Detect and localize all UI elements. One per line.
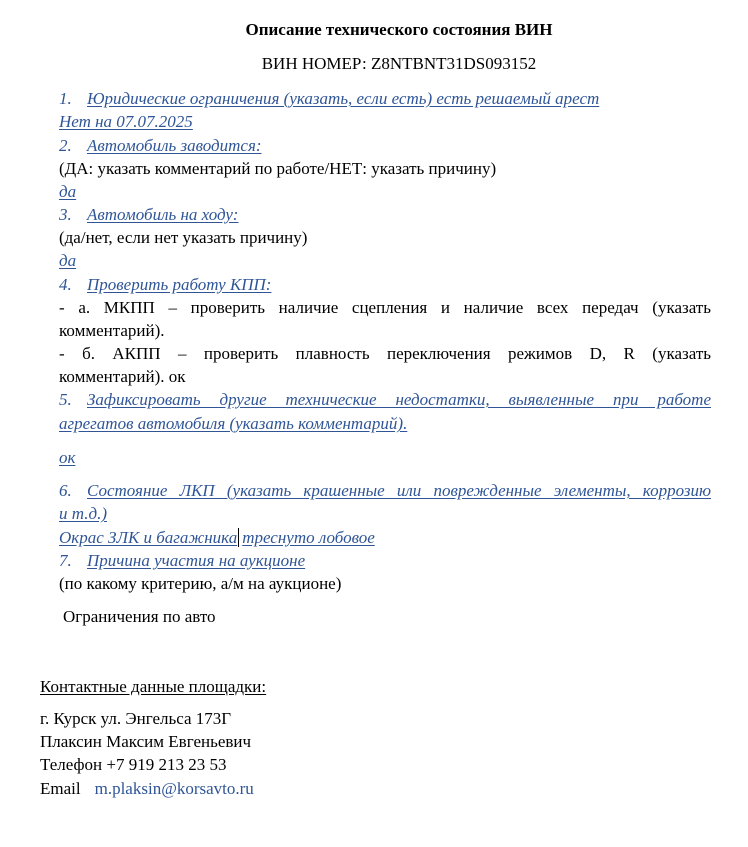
item-6-heading-text-1: Состояние ЛКП (указать крашенные или поврежденные элементы, коррозию (87, 481, 711, 500)
item-3-heading-text: Автомобиль на ходу: (87, 205, 239, 224)
contacts-heading: Контактные данные площадки: (40, 677, 267, 696)
item-6-answer[interactable] (59, 526, 711, 549)
item-1-answer: Нет на 07.07.2025 (59, 112, 193, 131)
vin-number: ВИН НОМЕР: Z8NTBNT31DS093152 (261, 54, 537, 73)
item-5-answer: ок (59, 448, 76, 467)
item-6-number: 6. (59, 481, 72, 500)
item-6-answer-part-2: треснуто лобовое (242, 528, 375, 547)
item-2-hint: (ДА: указать комментарий по работе/НЕТ: указать причину) (59, 159, 497, 178)
item-7-number: 7. (59, 551, 72, 570)
item-6-heading-line-2: и т.д.) (59, 504, 107, 523)
item-4-number: 4. (59, 275, 72, 294)
item-7-answer: Ограничения по авто (63, 607, 216, 626)
item-5-heading-line-1 (59, 388, 711, 411)
contacts-email-row (40, 777, 254, 800)
item-5-number: 5. (59, 390, 72, 409)
item-1-heading (59, 87, 711, 110)
item-2-number: 2. (59, 136, 72, 155)
item-3-number: 3. (59, 205, 72, 224)
item-7-hint: (по какому критерию, а/м на аукционе) (59, 574, 342, 593)
item-4-auto-line-2: комментарий). ок (59, 367, 186, 386)
contacts-email-label: Email (40, 779, 81, 798)
item-4-heading (59, 273, 711, 296)
document-title: Описание технического состояния ВИН (245, 20, 553, 39)
contacts-phone: Телефон +7 919 213 23 53 (40, 755, 227, 774)
item-2-heading-text: Автомобиль заводится: (87, 136, 262, 155)
item-7-heading-text: Причина участия на аукционе (87, 551, 306, 570)
item-7-heading (59, 549, 711, 572)
item-5-heading-line-2: агрегатов автомобиля (указать комментарий). (59, 414, 408, 433)
contacts-person: Плаксин Максим Евгеньевич (40, 732, 252, 751)
item-2-answer: да (59, 182, 77, 201)
item-4-manual-line-2: комментарий). (59, 321, 165, 340)
item-6-answer-part-1: Окрас ЗЛК и багажника (59, 528, 238, 547)
item-3-heading (59, 203, 711, 226)
item-6-heading-line-1 (59, 479, 711, 502)
item-3-hint: (да/нет, если нет указать причину) (59, 228, 308, 247)
item-1-number: 1. (59, 89, 72, 108)
item-4-auto-line-1: - б. АКПП – проверить плавность переключения режимов D, R (указать (59, 344, 711, 363)
item-3-answer: да (59, 251, 77, 270)
item-2-heading (59, 134, 711, 157)
item-4-manual-line-1: - а. МКПП – проверить наличие сцепления и наличие всех передач (указать (59, 298, 711, 317)
item-1-heading-text: Юридические ограничения (указать, если есть) есть решаемый арест (87, 89, 600, 108)
contacts-email-link[interactable]: m.plaksin@korsavto.ru (94, 779, 254, 798)
item-5-heading-text-1: Зафиксировать другие технические недостатки, выявленные при работе (87, 390, 711, 409)
text-cursor (238, 528, 239, 547)
contacts-address: г. Курск ул. Энгельса 173Г (40, 709, 232, 728)
item-4-heading-text: Проверить работу КПП: (87, 275, 272, 294)
